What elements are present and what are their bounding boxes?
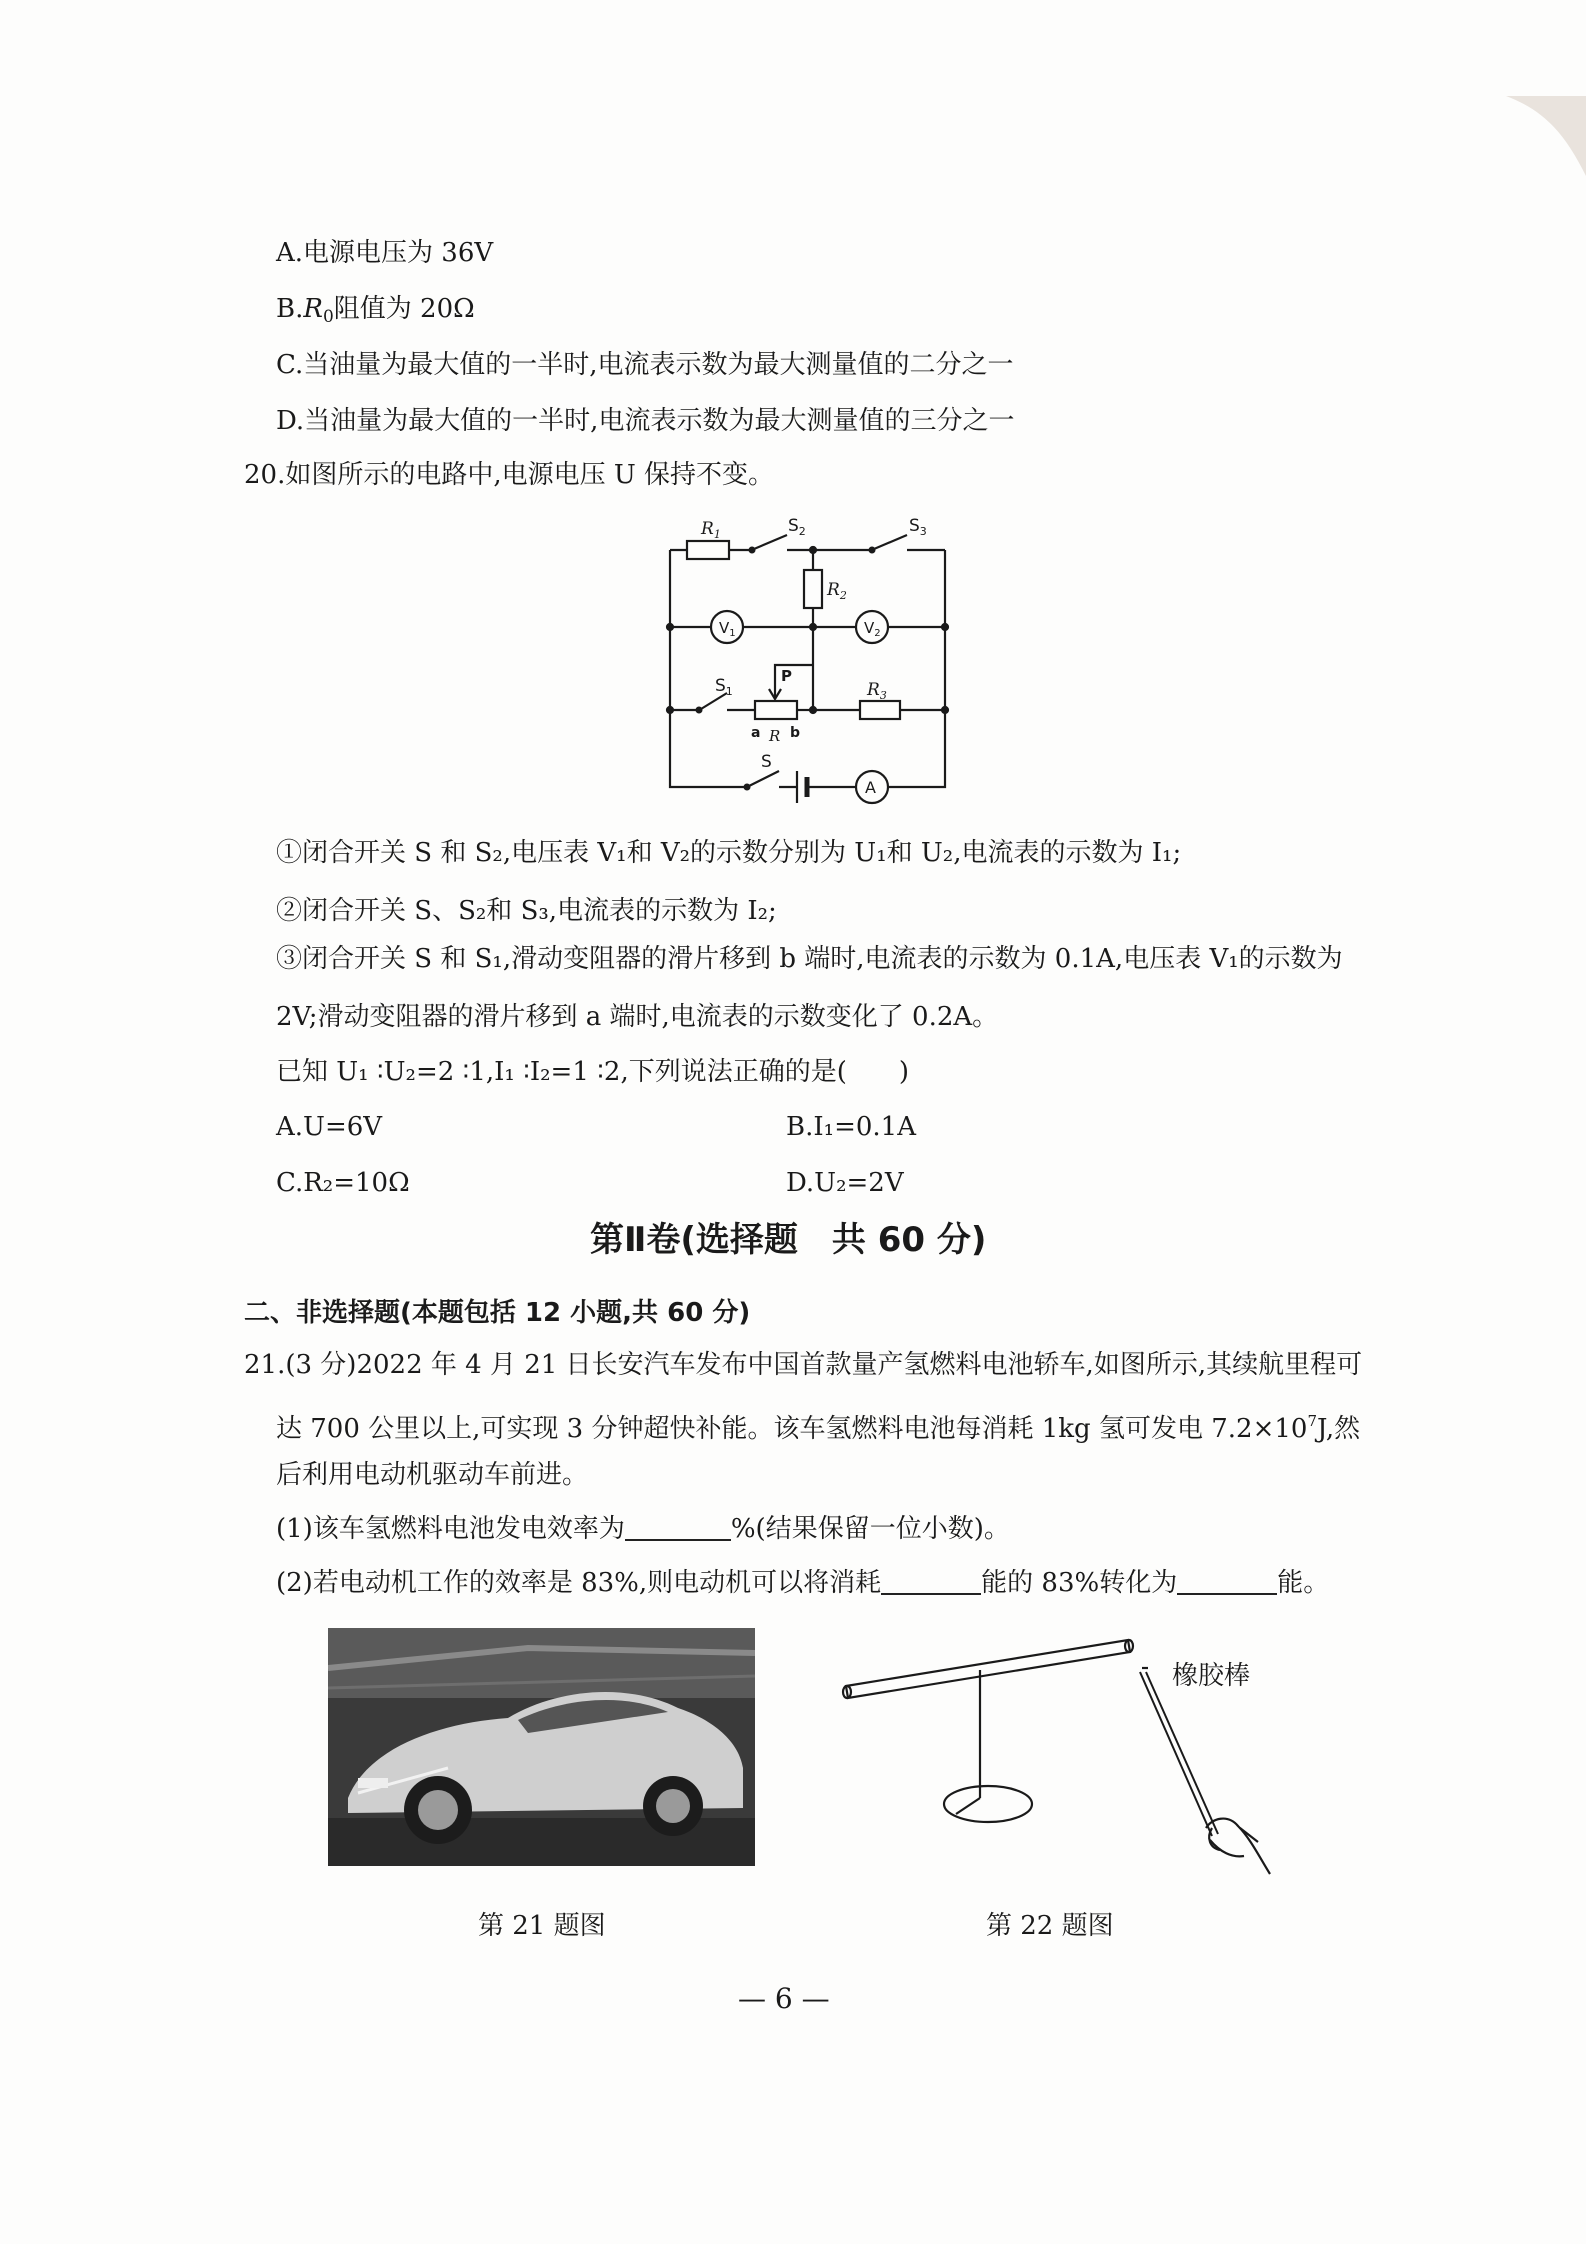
q22-rod-diagram [840,1628,1280,1888]
caption-fig22: 第 22 题图 [986,1911,1114,1941]
ammeter-icon: A [865,778,876,797]
q21-sub2-mid: 能的 83%转化为 [981,1568,1178,1598]
q19-option-a: A.电源电压为 36V [276,238,494,268]
q20-stem: 20.如图所示的电路中,电源电压 U 保持不变。 [244,460,775,490]
q21-sub2-end: 能。 [1277,1568,1330,1598]
q20-option-b: B.I₁=0.1A [786,1112,916,1142]
label-p: P [781,667,792,685]
part2-heading: 二、非选择题(本题包括 12 小题,共 60 分) [244,1298,751,1328]
q19-option-b-text: 阻值为 20Ω [333,294,475,324]
answer-blank-efficiency[interactable] [625,1513,731,1541]
q21-exponent: 7 [1307,1412,1317,1430]
page-corner-shadow [1486,96,1586,176]
q19-option-c: C.当油量为最大值的一半时,电流表示数为最大测量值的二分之一 [276,350,1014,380]
label-s2: $S_2$ [788,516,806,538]
q21-sub2 [276,1566,1329,1600]
q21-sub1-text: (1)该车氢燃料电池发电效率为 [276,1514,625,1544]
page-number: — 6 — [738,1982,830,2015]
voltmeter-v1-icon: $V_1$ [719,619,736,639]
answer-blank-energy-consumed[interactable] [881,1567,981,1595]
label-a-end: a [751,725,761,741]
caption-fig21: 第 21 题图 [478,1911,606,1941]
label-r1: $R_1$ [701,519,721,541]
q20-option-c: C.R₂=10Ω [276,1168,410,1198]
q21-sub2-text: (2)若电动机工作的效率是 83%,则电动机可以将消耗 [276,1568,882,1598]
label-s1: $S_1$ [715,676,733,698]
q21-line1: 21.(3 分)2022 年 4 月 21 日长安汽车发布中国首款量产氢燃料电池轿车,如图所示,其续航里程可 [244,1350,1363,1380]
q21-sub1 [276,1512,1010,1546]
q19-option-b-var: R [303,294,323,324]
q20-step3-line2: 2V;滑动变阻器的滑片移到 a 端时,电流表的示数变化了 0.2A。 [276,1002,999,1032]
q21-car-photo [328,1628,755,1866]
q19-option-d: D.当油量为最大值的一半时,电流表示数为最大测量值的三分之一 [276,406,1015,436]
q20-circuit-diagram [655,515,965,805]
q20-option-d: D.U₂=2V [786,1168,904,1198]
label-rubber-rod: 橡胶棒 [1172,1661,1251,1691]
label-r3: $R_3$ [867,680,887,702]
q20-step2: ②闭合开关 S、S₂和 S₃,电流表的示数为 I₂; [276,896,777,926]
q21-sub1-end: %(结果保留一位小数)。 [730,1514,1010,1544]
q21-line2-text: 达 700 公里以上,可实现 3 分钟超快补能。该车氢燃料电池每消耗 1kg 氢可发电 7.2×10 [276,1414,1308,1444]
answer-blank-energy-converted[interactable] [1177,1567,1277,1595]
q21-line2-end: J,然 [1317,1414,1361,1444]
q20-step3-line1: ③闭合开关 S 和 S₁,滑动变阻器的滑片移到 b 端时,电流表的示数为 0.1A,电压表 V₁的示数为 [276,944,1343,974]
part2-title: 第Ⅱ卷(选择题 共 60 分) [590,1220,987,1260]
q20-option-a: A.U=6V [276,1112,383,1142]
q19-option-b [276,292,475,334]
voltmeter-v2-icon: $V_2$ [864,619,881,639]
label-s3: $S_3$ [909,516,927,538]
q19-option-b-sub: 0 [322,307,334,327]
q21-line2 [276,1404,1360,1446]
label-rheostat-r: R [769,727,781,745]
q21-line3: 后利用电动机驱动车前进。 [276,1460,589,1490]
label-b-end: b [790,725,801,741]
q20-known: 已知 U₁ ∶U₂=2 ∶1,I₁ ∶I₂=1 ∶2,下列说法正确的是( ) [276,1057,910,1087]
q20-step1: ①闭合开关 S 和 S₂,电压表 V₁和 V₂的示数分别为 U₁和 U₂,电流表的示数为 I₁; [276,838,1182,868]
label-r2: $R_2$ [827,580,847,602]
q19-option-b-prefix: B. [276,294,304,324]
label-s: S [761,752,772,772]
